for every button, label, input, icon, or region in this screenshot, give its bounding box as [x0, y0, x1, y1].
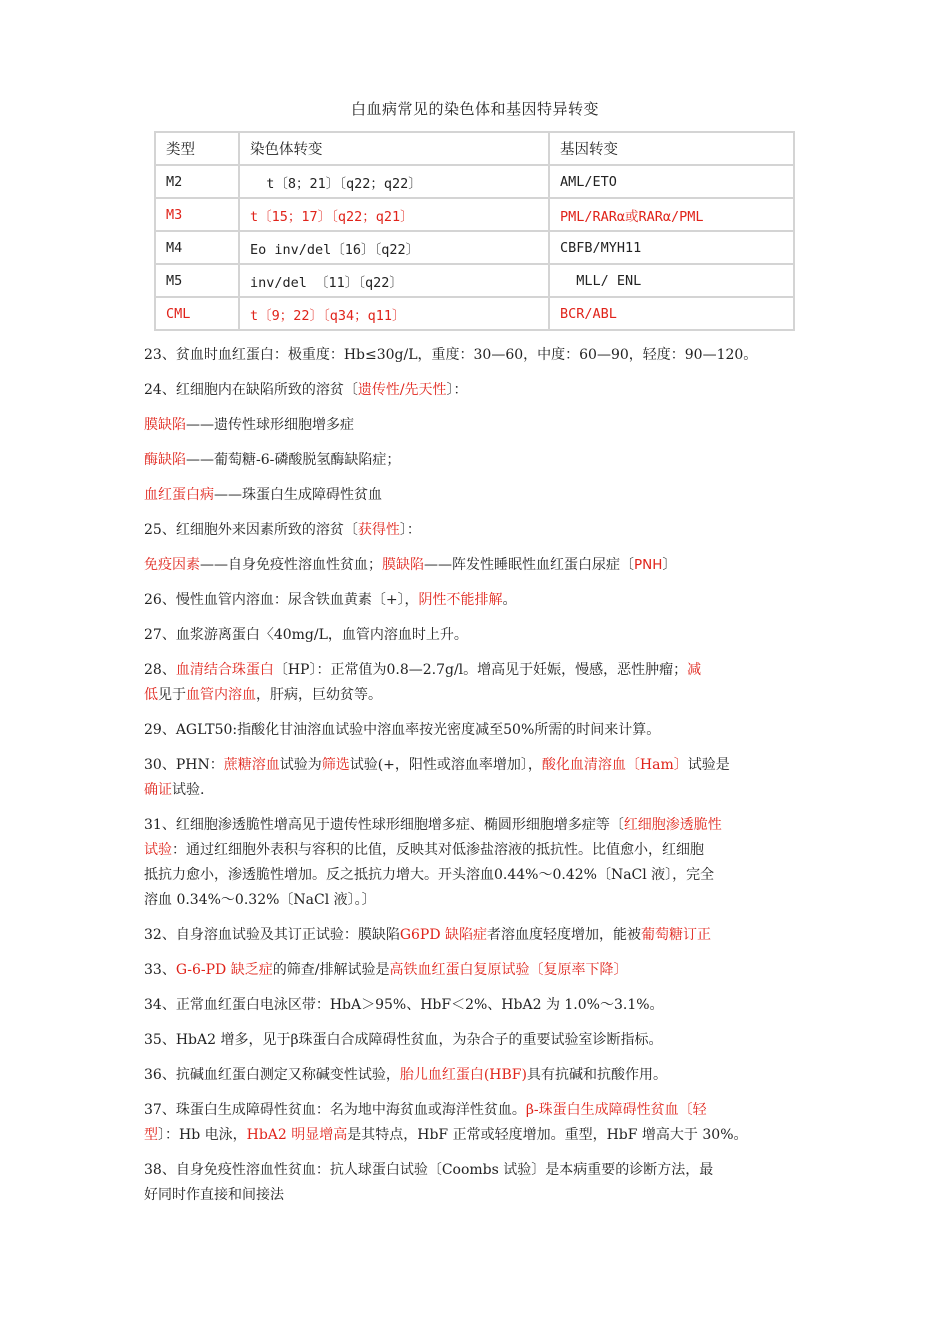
item-28-term: 血清结合珠蛋白 [175, 662, 274, 678]
item-32-g6pd: G6PD 缺陷症 [399, 927, 488, 943]
item-30-screening: 筛选 [321, 757, 350, 773]
item-23: 23、贫血时血红蛋白：极重度：Hb≤30g/L，重度：30—60，中度：60—90，轻度：90—120。 [144, 347, 758, 363]
item-37-text-2: 〕：Hb 电泳， [158, 1127, 247, 1143]
item-30-text: 试验为 [279, 757, 322, 773]
item-33-g6pd: G-6-PD 缺乏症 [175, 962, 273, 978]
item-24 [144, 378, 814, 403]
item-32-text: 32、自身溶血试验及其订正试验：膜缺陷 [144, 927, 400, 943]
item-28-num: 28、 [144, 662, 176, 678]
item-30 [144, 753, 814, 778]
enzyme-defect-desc: ——葡萄糖-6-磷酸脱氢酶缺陷症； [186, 452, 401, 468]
item-26-highlight: 阴性不能排解 [418, 592, 503, 608]
cell-type: M5 [155, 264, 239, 297]
item-35: 35、HbA2 增多，见于β珠蛋白合成障碍性贫血，为杂合子的重要试验室诊断指标。 [144, 1032, 663, 1048]
enzyme-defect-term: 酶缺陷 [144, 452, 186, 468]
item-30-cont [144, 778, 814, 803]
membrane-defect-term-2: 膜缺陷 [382, 557, 424, 573]
table-row [155, 297, 794, 330]
table-header-row [155, 132, 794, 165]
item-32 [144, 923, 814, 948]
item-31-line-4: 溶血 0.34%～0.32%〔NaCl 液〕。〕 [144, 892, 376, 908]
item-25-text: 25、红细胞外来因素所致的溶贫〔 [144, 522, 358, 538]
item-38: 38、自身免疫性溶血性贫血：抗人球蛋白试验〔Coombs 试验〕是本病重要的诊断方法，最 [144, 1162, 714, 1178]
cell-chromosome: Eo inv/del〔16〕〔q22〕 [239, 231, 549, 264]
header-type: 类型 [155, 132, 239, 165]
item-30-confirm: 确证 [144, 782, 172, 798]
item-25 [144, 518, 814, 543]
cell-gene: CBFB/MYH11 [549, 231, 794, 264]
chromosome-gene-table [154, 131, 795, 331]
hemoglobinopathy-line [144, 483, 814, 508]
item-33 [144, 958, 814, 983]
item-37-tail: 是其特点，HbF 正常或轻度增加。重型，HbF 增高大于 30%。 [347, 1127, 748, 1143]
immune-factor-desc: ——自身免疫性溶血性贫血； [200, 557, 382, 573]
pnh-tail: 〕 [662, 557, 677, 573]
item-31-text: 31、红细胞渗透脆性增高见于遗传性球形细胞增多症、椭圆形细胞增多症等〔 [144, 817, 624, 833]
immune-factor-term: 免疫因素 [144, 557, 200, 573]
item-24-highlight: 遗传性/先天性 [357, 382, 447, 398]
item-36-tail: 具有抗碱和抗酸作用。 [526, 1067, 667, 1083]
item-27: 27、血浆游离蛋白〈40mg/L，血管内溶血时上升。 [144, 627, 468, 643]
item-32-text-2: 者溶血度轻度增加，能被 [487, 927, 642, 943]
item-31-desc: ：通过红细胞外表积与容积的比值，反映其对低渗盐溶液的抵抗性。比值愈小，红细胞 [172, 842, 704, 858]
cell-gene: AML/ETO [549, 165, 794, 198]
cell-gene: BCR/ABL [549, 297, 794, 330]
table-row [155, 264, 794, 297]
item-30-sucrose: 蔗糖溶血 [223, 757, 280, 773]
item-28-seen: 见于 [158, 687, 186, 703]
header-gene: 基因转变 [549, 132, 794, 165]
item-31-test: 试验 [144, 842, 172, 858]
item-28-low: 低 [144, 687, 158, 703]
item-30-num: 30、PHN： [144, 757, 224, 773]
notes-body [144, 343, 814, 1208]
item-28-cont [144, 683, 814, 708]
item-29: 29、AGLT50:指酸化甘油溶血试验中溶血率按光密度减至50%所需的时间来计算。 [144, 722, 661, 738]
cell-chromosome: t〔8；21〕〔q22；q22〕 [239, 165, 549, 198]
item-34: 34、正常血红蛋白电泳区带：HbA＞95%、HbF＜2%、HbA2 为 1.0%～3.1%。 [144, 997, 664, 1013]
membrane-defect-desc: ——遗传性球形细胞增多症 [186, 417, 354, 433]
item-28-tail: ，肝病，巨幼贫等。 [256, 687, 382, 703]
header-chromosome: 染色体转变 [239, 132, 549, 165]
item-33-num: 33、 [144, 962, 176, 978]
item-28-text: 〔HP〕：正常值为0.8—2.7g/l。增高见于妊娠，慢感，恶性肿瘤； [273, 662, 688, 678]
item-30-tail: 试验. [172, 782, 205, 798]
item-30-ham: 酸化血清溶血〔Ham〕 [541, 757, 688, 773]
item-36 [144, 1063, 814, 1088]
item-25-tail: 〕： [399, 522, 421, 538]
item-30-text-3: 试验是 [687, 757, 730, 773]
external-factor-line [144, 553, 814, 578]
item-26-tail: 。 [502, 592, 517, 608]
table-row [155, 231, 794, 264]
membrane-defect-term: 膜缺陷 [144, 417, 186, 433]
hemoglobinopathy-term: 血红蛋白病 [144, 487, 214, 503]
item-33-text: 的筛查/排解试验是 [272, 962, 390, 978]
item-31-line-3: 抵抗力愈小，渗透脆性增加。反之抵抗力增大。开头溶血0.44%～0.42%〔NaCl 液〕，完全 [144, 867, 715, 883]
enzyme-defect-line [144, 448, 814, 473]
item-37-type: 型 [144, 1127, 158, 1143]
cell-type: CML [155, 297, 239, 330]
item-26-text: 26、慢性血管内溶血：尿含铁血黄素〔+〕， [144, 592, 419, 608]
item-37 [144, 1098, 814, 1123]
membrane-defect-line [144, 413, 814, 438]
table-row [155, 165, 794, 198]
item-26 [144, 588, 814, 613]
cell-chromosome: t〔15；17〕〔q22；q21〕 [239, 198, 549, 231]
cell-gene: PML/RARα或RARα/PML [549, 198, 794, 231]
item-28-decrease: 减 [687, 662, 702, 678]
item-28-intravascular: 血管内溶血 [186, 687, 256, 703]
item-37-hba2: HbA2 明显增高 [246, 1127, 348, 1143]
table-row [155, 198, 794, 231]
item-36-text: 36、抗碱血红蛋白测定又称碱变性试验， [144, 1067, 400, 1083]
cell-type: M2 [155, 165, 239, 198]
cell-gene: MLL/ ENL [549, 264, 794, 297]
cell-chromosome: inv/del 〔11〕〔q22〕 [239, 264, 549, 297]
item-37-text: 37、珠蛋白生成障碍性贫血：名为地中海贫血或海洋性贫血。 [144, 1102, 526, 1118]
cell-chromosome: t〔9；22〕〔q34；q11〕 [239, 297, 549, 330]
item-24-tail: 〕： [446, 382, 468, 398]
item-33-test: 高铁血红蛋白复原试验〔复原率下降〕 [389, 962, 628, 978]
item-36-hbf: 胎儿血红蛋白(HBF) [399, 1067, 527, 1083]
pnh-desc: ——阵发性睡眠性血红蛋白尿症〔 [424, 557, 634, 573]
pnh-abbrev: PNH [634, 557, 663, 573]
item-25-highlight: 获得性 [357, 522, 400, 538]
cell-type: M3 [155, 198, 239, 231]
hemoglobinopathy-desc: ——珠蛋白生成障碍性贫血 [214, 487, 382, 503]
cell-type: M4 [155, 231, 239, 264]
item-32-glucose: 葡萄糖订正 [641, 927, 712, 943]
item-37-beta: β-珠蛋白生成障碍性贫血〔轻 [525, 1102, 707, 1118]
item-28 [144, 658, 814, 683]
item-38-cont: 好同时作直接和间接法 [144, 1187, 284, 1203]
item-31 [144, 813, 814, 838]
item-37-cont [144, 1123, 814, 1148]
item-24-text: 24、红细胞内在缺陷所致的溶贫〔 [144, 382, 358, 398]
page-title: 白血病常见的染色体和基因特异转变 [350, 100, 599, 118]
item-31-highlight: 红细胞渗透脆性 [623, 817, 722, 833]
item-30-text-2: 试验(+，阳性或溶血率增加〕， [349, 757, 542, 773]
item-31-line-2 [144, 838, 814, 863]
